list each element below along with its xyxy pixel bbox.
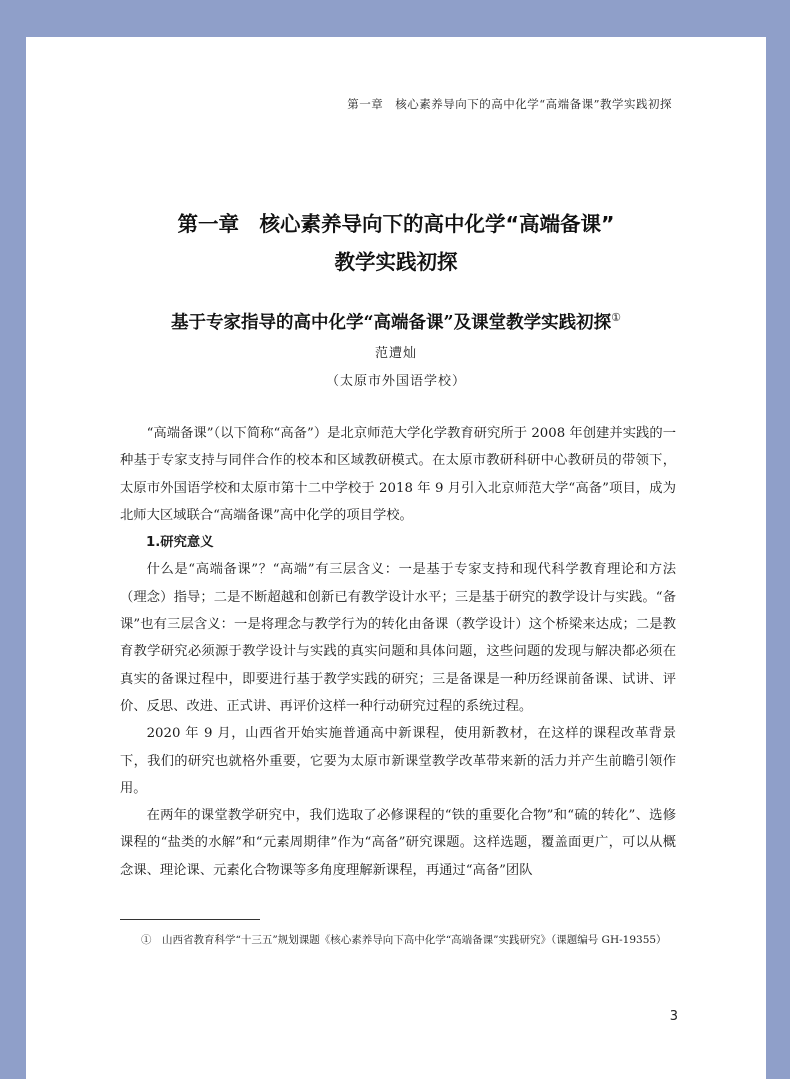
book-page — [26, 37, 766, 1079]
author-name: 范遭灿 — [374, 346, 417, 361]
paragraph-intro: “高端备课”（以下简称“高备”）是北京师范大学化学教育研究所于 2008 年创建并实践的一种基于专家支持与同伴合作的校本和区域教研模式。在太原市教研科研中心教研员的带领下，太原市外国语学校和太原市第十二中学校于 2018 年 9 月引入北京师范大学“高备”项目，成为北师大区域联合“高端备课”高中化学的项目学校。 — [120, 426, 676, 523]
chapter-title — [26, 205, 766, 281]
footnote-divider — [120, 919, 260, 920]
chapter-title-line-1: 第一章 核心素养导向下的高中化学“高端备课” — [177, 212, 615, 236]
footnote-marker[interactable]: ① — [611, 311, 621, 325]
running-head: 第一章 核心素养导向下的高中化学“高端备课”教学实践初探 — [347, 97, 672, 111]
article-title — [26, 309, 766, 334]
article-title-text: 基于专家指导的高中化学“高端备课”及课堂教学实践初探 — [170, 313, 612, 333]
chapter-title-line-2: 教学实践初探 — [334, 250, 458, 274]
footnote: ① 山西省教育科学“十三五”规划课题《核心素养导向下高中化学“高端备课”实践研究》（课题编号 GH-19355） — [141, 934, 667, 946]
section-heading-research-significance: 1.研究意义 — [146, 535, 214, 551]
paragraph-topics: 在两年的课堂教学研究中，我们选取了必修课程的“铁的重要化合物”和“硫的转化”、选修课程的“盐类的水解”和“元素周期律”作为“高备”研究课题。这样选题，覆盖面更广，可以从概念课、理论课、元素化合物课等多角度理解新课程，再通过“高备”团队 — [120, 808, 676, 878]
page-number: 3 — [669, 1009, 678, 1024]
author-affiliation: （太原市外国语学校） — [325, 374, 466, 389]
paragraph-definition: 什么是“高端备课”？“高端”有三层含义：一是基于专家支持和现代科学教育理论和方法（理念）指导；二是不断超越和创新已有教学设计水平；三是基于研究的教学设计与实践。“备课”也有三层含义：一是将理念与教学行为的转化由备课（教学设计）这个桥梁来达成；二是教育教学研究必须源于教学设计与实践的真实问题和具体问题，这些问题的发现与解决都必须在真实的备课过程中，即要进行基于教学实践的研究；三是备课是一种历经课前备课、试讲、评价、反思、改进、正式讲、再评价这样一种行动研究过程的系统过程。 — [120, 562, 676, 714]
paragraph-background: 2020 年 9 月，山西省开始实施普通高中新课程，使用新教材，在这样的课程改革背景下，我们的研究也就格外重要，它要为太原市新课堂教学改革带来新的活力并产生前瞻引领作用。 — [120, 726, 676, 796]
body-text — [120, 420, 676, 884]
